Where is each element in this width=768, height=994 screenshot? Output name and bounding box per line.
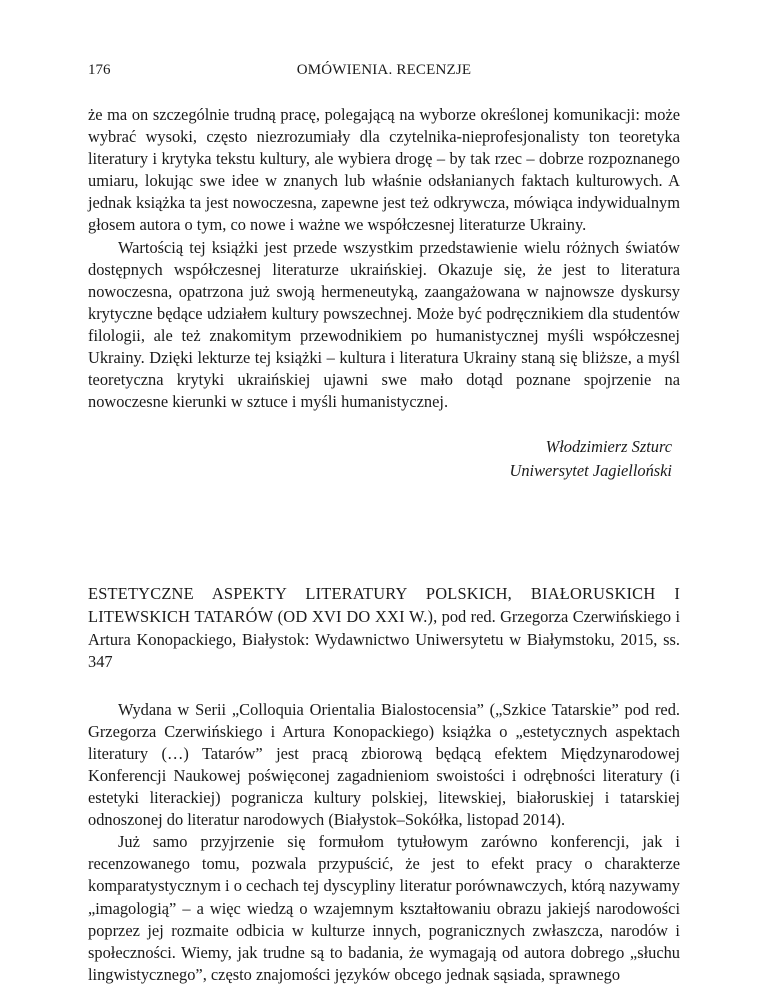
review-1-paragraph-1: że ma on szczególnie trudną pracę, polegającą na wyborze określonej komunikacji: może wybrać wysoki, często niezrozumiały dla czytelnika-nieprofesjonalisty ton teoretyka literatury i krytyka tekstu kultury, ale wybiera drogę – by tak rzec – dobrze rozpoznanego umiaru, lokując swe idee w znanych lub właśnie odsłanianych faktach kulturowych. A jednak książka ta jest nowoczesna, zapewne jest też odkrywcza, mówiąca indywidualnym głosem autora o tym, co nowe i ważne we współczesnej literaturze Ukrainy. [88,105,680,235]
review-2-title-bibliography: , pod red. Grzegorza Czerwińskiego i Artura Konopackiego, Białystok: Wydawnictwo Uniwersytetu w Białymstoku, 2015, ss. 347 [88,606,680,672]
author-affiliation: Uniwersytet Jagielloński [509,461,672,481]
review-2-paragraph-1: Wydana w Serii „Colloquia Orientalia Bialostocensia” („Szkice Tatarskie” pod red. Grzegorza Czerwińskiego i Artura Konopackiego) książka o „estetycznych aspektach literatury (…) Tatarów” jest pracą zbiorową będącą efektem Międzynarodowej Konferencji Naukowej poświęconej zagadnieniom swoistości i odrębności literatury (i estetyki literackiej) pogranicza kultury polskiej, litewskiej, białoruskiej i tatarskiej odnoszonej do literatur narodowych (Białystok–Sokółka, listopad 2014). [88,699,680,830]
page-content [88,104,680,986]
review-2 [88,583,680,986]
review-2-paragraph-2: Już samo przyjrzenie się formułom tytułowym zarówno konferencji, jak i recenzowanego tomu, pozwala przypuścić, że jest to efekt pracy o charakterze komparatystycznym i o cechach tej dyscypliny literatur porównawczych, którą nazywamy „imagologią” – a więc wiedzą o wzajemnym kształtowaniu obrazu jakiejś narodowości poprzez jej rozmaite odbicia w kulturze innych, pogranicznych zwłaszcza, narodów i społeczności. Wiemy, jak trudne są to badania, że wymagają od autora dobrego „słuchu lingwistycznego”, często znajomości języków obcego jednak sąsiada, sprawnego [88,832,680,984]
page-header [88,62,680,82]
review-2-body [88,699,680,986]
review-1-paragraph-2: Wartością tej książki jest przede wszystkim przedstawienie wielu różnych światów dostępnych współczesnej literaturze ukraińskiej. Okazuje się, że jest to literatura nowoczesna, opatrzona już swoją hermeneutyką, zaangażowana w najnowsze dyskursy krytyczne będące udziałem kultury powszechnej. Może być podręcznikiem dla studentów filologii, ale też znakomitym przewodnikiem po humanistycznej myśli współczesnej Ukrainy. Dzięki lekturze tej książki – kultura i literatura Ukrainy staną się bliższe, a myśl teoretyczna krytyki ukraińskiej ujawni swe mało dotąd poznane spojrzenie na nowoczesne kierunki w sztuce i myśli humanistycznej. [88,237,680,412]
running-head: OMÓWIENIA. RECENZJE [296,62,472,78]
review-2-title-caps: ESTETYCZNE ASPEKTY LITERATURY POLSKICH, BIAŁORUSKICH I LITEWSKICH TATARÓW (OD XVI DO XXI W.) [88,584,680,626]
author-name: Włodzimierz Szturc [545,437,672,457]
review-1-signature [88,435,680,483]
page-number: 176 [88,62,111,78]
review-2-title [88,583,680,673]
review-1 [88,104,680,483]
